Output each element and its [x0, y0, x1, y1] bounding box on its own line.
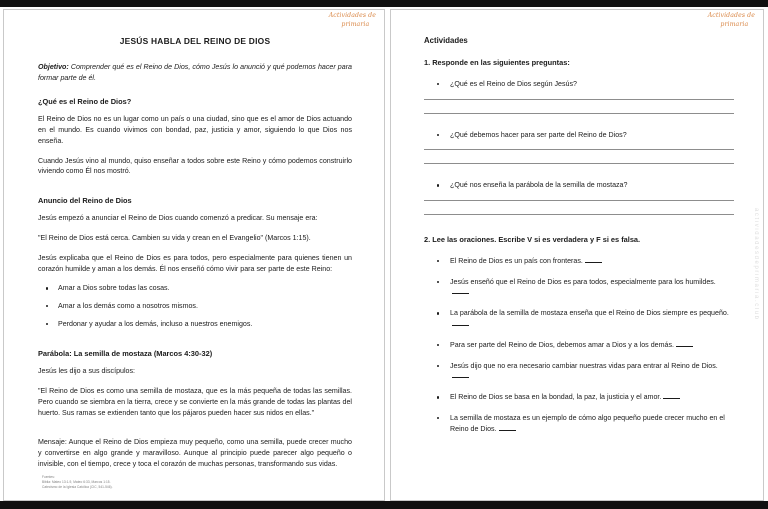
list-item: Perdonar y ayudar a los demás, incluso a nuestros enemigos. [38, 319, 352, 330]
exercise-2-heading: 2. Lee las oraciones. Escribe V si es verdadera y F si es falsa. [424, 234, 641, 244]
section-heading-parable: Parábola: La semilla de mostaza (Marcos 4:30-32) [38, 349, 213, 359]
section3-quote: "El Reino de Dios es como una semilla de mostaza, que es la más pequeña de todas las semillas. Pero cuando se siembra en la tierra, crece y se convierte en la más grande de todas las plantas del huerto. Sus ramas se extienden tanto que los pájaros pueden hacer sus nidos en ellas." [38, 387, 352, 417]
answer-line[interactable] [424, 149, 734, 150]
list-item [424, 277, 734, 299]
lesson-content [38, 36, 352, 479]
section1-paragraph-1: El Reino de Dios no es un lugar como un país o una ciudad, sino que es el amor de Dios actuando en el mundo. Es cuando vivimos con bondad, paz, justicia y amor, siguiendo lo que Dios nos enseña. [38, 115, 352, 145]
page-spread [0, 9, 768, 501]
brand-line-1: Actividades de [328, 12, 376, 19]
brand-stamp-right [708, 12, 755, 30]
objective-block [38, 62, 352, 83]
page-left [3, 9, 385, 501]
answer-blank[interactable] [676, 346, 693, 347]
section3-message: Mensaje: Aunque el Reino de Dios empieza muy pequeño, como una semilla, puede crecer mucho y convertirse en algo grande y maravilloso. Aunque al principio puede parecer algo pequeño o invisible, con el tiempo, crece y toca el corazón de muchas personas, transformando sus vidas. [38, 438, 352, 468]
top-rail [0, 0, 768, 7]
list-item [424, 308, 734, 330]
page-right [390, 9, 764, 501]
answer-blank[interactable] [452, 377, 469, 378]
answer-blank[interactable] [452, 325, 469, 326]
section2-quote: "El Reino de Dios está cerca. Cambien su vida y crean en el Evangelio" (Marcos 1:15). [38, 233, 311, 242]
activities-content [424, 36, 734, 445]
brand-line-2: primaria [341, 20, 370, 28]
answer-line[interactable] [424, 113, 734, 114]
answer-line[interactable] [424, 200, 734, 201]
list-item [424, 340, 734, 351]
answer-blank[interactable] [452, 293, 469, 294]
sources-bible: Biblia: Mateo 13:1-9, Mateo 6:33, Marcos 1:15. [42, 480, 111, 485]
brand-line-2: primaria [720, 20, 749, 28]
answer-blank[interactable] [499, 430, 516, 431]
statement-text: Jesús enseñó que el Reino de Dios es para todos, especialmente para los humildes. [450, 277, 716, 286]
open-question-list [424, 79, 734, 90]
statement-text: El Reino de Dios es un país con fronteras. [450, 256, 583, 265]
answer-lines-group [424, 99, 734, 114]
list-item [424, 79, 734, 90]
objective-text: Comprender qué es el Reino de Dios, cómo Jesús lo anunció y qué podemos hacer para formar parte de él. [38, 63, 352, 82]
list-item [424, 180, 734, 191]
sources-label: Fuentes: [42, 475, 55, 480]
statement-text: Jesús dijo que no era necesario cambiar nuestras vidas para entrar al Reino de Dios. [450, 361, 718, 370]
answer-line[interactable] [424, 99, 734, 100]
section-heading-what-is: ¿Qué es el Reino de Dios? [38, 97, 132, 107]
exercise-1-heading: 1. Responde en las siguientes preguntas: [424, 58, 570, 67]
open-question-list [424, 130, 734, 141]
answer-line[interactable] [424, 163, 734, 164]
site-watermark: actividadesdeprimaria.club [753, 208, 759, 321]
section2-paragraph-3: Jesús explicaba que el Reino de Dios es para todos, pero especialmente para quienes tienen un corazón humilde y aman a los demás. Él nos enseñó cómo vivir para ser parte de este Reino: [38, 253, 352, 273]
list-item [424, 361, 734, 383]
open-question-list [424, 180, 734, 191]
section3-paragraph-1: Jesús les dijo a sus discípulos: [38, 367, 135, 376]
answer-line[interactable] [424, 214, 734, 215]
list-item: Amar a Dios sobre todas las cosas. [38, 283, 352, 294]
statement-text: La semilla de mostaza es un ejemplo de cómo algo pequeño puede crecer mucho en el Reino de Dios. [450, 413, 725, 433]
section1-paragraph-2: Cuando Jesús vino al mundo, quiso enseñar a todos sobre este Reino y cómo podemos construirlo viviendo como Él nos mostró. [38, 156, 352, 176]
statement-text: El Reino de Dios se basa en la bondad, la paz, la justicia y el amor. [450, 393, 662, 402]
brand-line-1: Actividades de [707, 12, 755, 19]
statement-text: Para ser parte del Reino de Dios, debemos amar a Dios y a los demás. [450, 340, 674, 349]
page-title: JESÚS HABLA DEL REINO DE DIOS [119, 36, 271, 46]
answer-lines-group [424, 149, 734, 164]
list-item [424, 130, 734, 141]
statement-text: La parábola de la semilla de mostaza enseña que el Reino de Dios siempre es pequeño. [450, 309, 729, 318]
objective-label: Objetivo: [38, 63, 69, 71]
question-text: ¿Qué es el Reino de Dios según Jesús? [450, 80, 577, 88]
answer-blank[interactable] [663, 398, 680, 399]
sources-catechism: Catecismo de la Iglesia Católica (CIC, 541-546). [42, 485, 113, 490]
activities-title: Actividades [424, 36, 468, 45]
sources-footnote [42, 475, 113, 490]
true-false-list [424, 256, 734, 435]
bottom-rail [0, 501, 768, 509]
brand-stamp-left [329, 12, 376, 30]
list-item [424, 256, 734, 267]
section-heading-announcement: Anuncio del Reino de Dios [38, 196, 132, 206]
list-item: Amar a los demás como a nosotros mismos. [38, 301, 352, 312]
list-item [424, 392, 734, 403]
question-text: ¿Qué nos enseña la parábola de la semilla de mostaza? [450, 181, 628, 190]
answer-lines-group [424, 200, 734, 215]
section2-paragraph-1: Jesús empezó a anunciar el Reino de Dios cuando comenzó a predicar. Su mensaje era: [38, 214, 318, 223]
teaching-bullet-list [38, 283, 352, 329]
answer-blank[interactable] [585, 262, 602, 263]
list-item [424, 413, 734, 435]
question-text: ¿Qué debemos hacer para ser parte del Reino de Dios? [450, 130, 627, 139]
